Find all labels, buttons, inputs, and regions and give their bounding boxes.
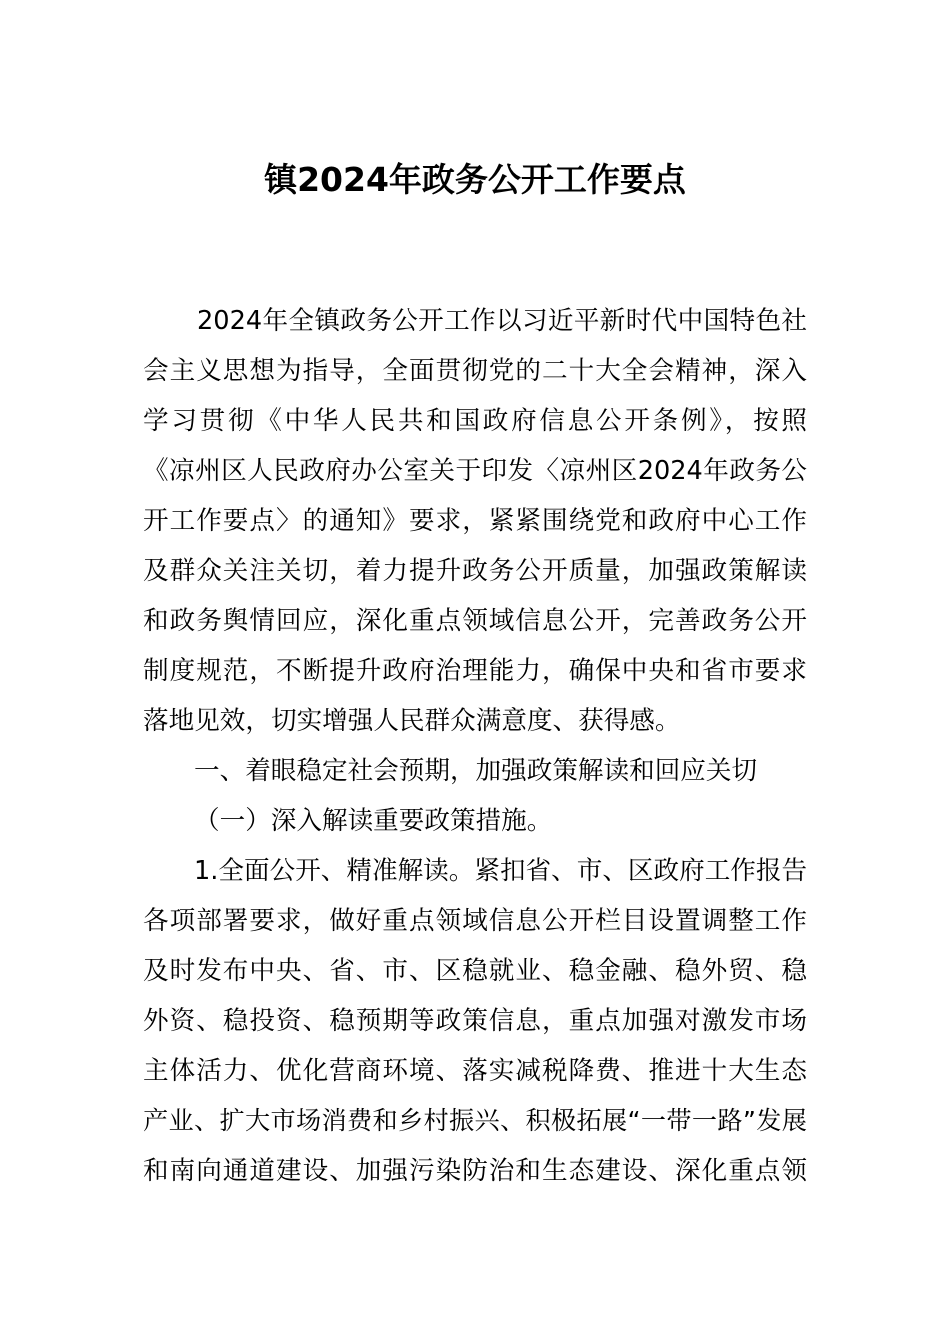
paragraph-line: 及时发布中央、省、市、区稳就业、稳金融、稳外贸、稳 [143, 956, 807, 986]
paragraph-line: 各项部署要求，做好重点领域信息公开栏目设置调整工作 [143, 906, 807, 936]
paragraph-line: 外资、稳投资、稳预期等政策信息，重点加强对激发市场 [143, 1006, 807, 1036]
paragraph-line: 落地见效，切实增强人民群众满意度、获得感。 [143, 706, 681, 736]
paragraph-line: 和政务舆情回应，深化重点领域信息公开，完善政务公开 [143, 606, 807, 636]
paragraph-line: 和南向通道建设、加强污染防治和生态建设、深化重点领 [143, 1156, 807, 1186]
paragraph-line: 及群众关注关切，着力提升政务公开质量，加强政策解读 [143, 556, 807, 586]
paragraph-line: 产业、扩大市场消费和乡村振兴、积极拓展“一带一路”发展 [143, 1106, 807, 1135]
document-body [143, 296, 807, 1196]
paragraph-line: 学习贯彻《中华人民共和国政府信息公开条例》，按照 [143, 406, 807, 436]
paragraph-line: 2024年全镇政务公开工作以习近平新时代中国特色社 [197, 306, 807, 336]
section-heading: 一、着眼稳定社会预期，加强政策解读和回应关切 [194, 756, 758, 786]
paragraph-line: 开工作要点〉的通知》要求，紧紧围绕党和政府中心工作 [143, 506, 807, 536]
paragraph-line: 《凉州区人民政府办公室关于印发〈凉州区2024年政务公 [143, 456, 807, 486]
paragraph-line: 会主义思想为指导，全面贯彻党的二十大全会精神，深入 [143, 356, 807, 386]
subsection-heading: （一）深入解读重要政策措施。 [194, 806, 553, 836]
paragraph-line: 1.全面公开、精准解读。紧扣省、市、区政府工作报告 [194, 856, 808, 886]
paragraph-line: 主体活力、优化营商环境、落实减税降费、推进十大生态 [143, 1056, 807, 1086]
paragraph-line: 制度规范，不断提升政府治理能力，确保中央和省市要求 [143, 656, 807, 686]
document-title: 镇2024年政务公开工作要点 [264, 160, 686, 199]
